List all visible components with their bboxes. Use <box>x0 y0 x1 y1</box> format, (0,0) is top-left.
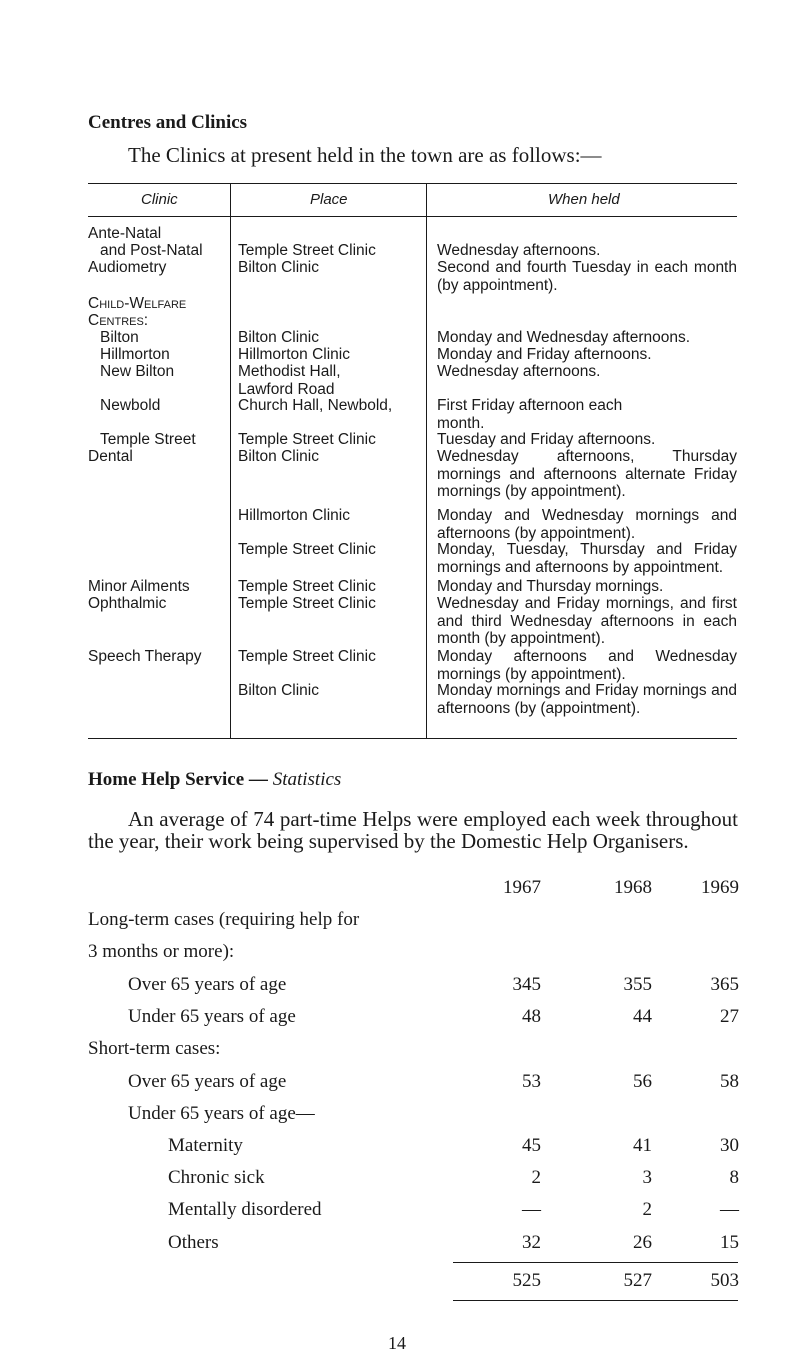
value-1969: 58 <box>720 1071 739 1092</box>
place-cell: Church Hall, Newbold, <box>238 397 393 414</box>
table-row <box>0 1135 800 1165</box>
long-term-heading-cont: 3 months or more): <box>88 941 235 962</box>
place-cell: Bilton Clinic <box>238 682 319 699</box>
home-help-heading <box>88 769 341 791</box>
clinic-cell: Bilton <box>100 329 139 346</box>
place-cell: Temple Street Clinic <box>238 541 376 558</box>
page-number: 14 <box>388 1333 406 1353</box>
value-1967: 45 <box>522 1135 541 1156</box>
row-label: Chronic sick <box>168 1167 265 1188</box>
row-label: Maternity <box>168 1135 243 1156</box>
clinic-cell: Speech Therapy <box>88 648 202 665</box>
table-row <box>0 1199 800 1229</box>
total-1969: 503 <box>710 1270 739 1291</box>
place-cell: Bilton Clinic <box>238 259 319 276</box>
table-row <box>0 1167 800 1197</box>
clinic-cell: Audiometry <box>88 259 167 276</box>
year-1969: 1969 <box>701 877 739 898</box>
value-1967: 345 <box>512 974 541 995</box>
when-cell: First Friday afternoon each month. <box>437 397 623 432</box>
total-1968: 527 <box>623 1270 652 1291</box>
under-65-heading-row <box>0 1103 800 1133</box>
place-cell: Temple Street Clinic <box>238 595 376 612</box>
long-term-heading: Long-term cases (requiring help for <box>88 909 360 930</box>
when-cell: Second and fourth Tuesday in each month (by appointment). <box>437 259 737 294</box>
place-cell: Hillmorton Clinic <box>238 507 350 524</box>
value-1968: 41 <box>633 1135 652 1156</box>
clinic-cell: New Bilton <box>100 363 175 380</box>
clinic-table <box>88 183 737 739</box>
row-label: Mentally disordered <box>168 1199 322 1220</box>
year-1968: 1968 <box>614 877 652 898</box>
when-cell: Wednesday afternoons, Thursday mornings and afternoons alternate Friday mornings (by appointment). <box>437 448 737 500</box>
place-cell: Temple Street Clinic <box>238 242 376 259</box>
home-help-paragraph-text: An average of 74 part-time Helps were employed each week throughout the year, their work being supervised by the Domestic Help Organisers. <box>88 807 738 853</box>
short-term-heading-row <box>0 1038 800 1068</box>
value-1967: 32 <box>522 1232 541 1253</box>
under-65-heading: Under 65 years of age— <box>128 1103 315 1124</box>
clinic-cell: Dental <box>88 448 133 465</box>
clinic-cell: Minor Ailments <box>88 578 190 595</box>
column-divider-1 <box>230 183 231 739</box>
clinic-cell: Hillmorton <box>100 346 170 363</box>
value-1968: 44 <box>633 1006 652 1027</box>
value-1968: 56 <box>633 1071 652 1092</box>
value-1968: 2 <box>642 1199 652 1220</box>
long-term-heading-row <box>0 909 800 939</box>
subtotal-rule <box>453 1262 738 1263</box>
long-term-heading-row <box>0 941 800 971</box>
place-cell: Methodist Hall, Lawford Road <box>238 363 341 398</box>
table-row <box>0 974 800 1004</box>
clinic-cell: Temple Street <box>100 431 196 448</box>
value-1969: 15 <box>720 1232 739 1253</box>
when-cell: Monday and Friday afternoons. <box>437 346 652 363</box>
when-cell: Monday and Thursday mornings. <box>437 578 664 595</box>
table-bottom-rule <box>88 738 737 739</box>
row-label: Under 65 years of age <box>128 1006 296 1027</box>
value-1967: — <box>522 1199 541 1220</box>
centres-intro: The Clinics at present held in the town are as follows:— <box>128 143 602 167</box>
table-row <box>0 1071 800 1101</box>
value-1969: 8 <box>729 1167 739 1188</box>
place-cell: Temple Street Clinic <box>238 431 376 448</box>
place-cell: Bilton Clinic <box>238 448 319 465</box>
header-clinic: Clinic <box>141 191 178 208</box>
short-term-heading: Short-term cases: <box>88 1038 221 1059</box>
clinic-cell: and Post-Natal <box>100 242 203 259</box>
value-1967: 53 <box>522 1071 541 1092</box>
value-1969: 30 <box>720 1135 739 1156</box>
value-1969: 365 <box>710 974 739 995</box>
clinic-cell: Newbold <box>100 397 161 414</box>
when-cell: Monday and Wednesday mornings and afternoons (by appointment). <box>437 507 737 542</box>
when-cell: Monday, Tuesday, Thursday and Friday mornings and afternoons by appointment. <box>437 541 737 576</box>
years-row <box>0 877 800 907</box>
header-when-held: When held <box>548 191 620 208</box>
centres-heading: Centres and Clinics <box>88 112 248 133</box>
total-rule <box>453 1300 738 1301</box>
place-cell: Temple Street Clinic <box>238 578 376 595</box>
place-cell: Bilton Clinic <box>238 329 319 346</box>
table-row <box>0 1232 800 1262</box>
when-cell: Tuesday and Friday afternoons. <box>437 431 656 448</box>
header-place: Place <box>310 191 348 208</box>
when-cell: Wednesday afternoons. <box>437 242 601 259</box>
row-label: Over 65 years of age <box>128 974 287 995</box>
home-help-paragraph <box>88 808 738 852</box>
clinic-cell: Centres: <box>88 312 149 329</box>
clinic-cell: Ophthalmic <box>88 595 167 612</box>
clinic-cell: Ante-Natal <box>88 225 162 242</box>
when-cell: Wednesday afternoons. <box>437 363 601 380</box>
value-1967: 2 <box>531 1167 541 1188</box>
value-1968: 355 <box>623 974 652 995</box>
table-top-rule <box>88 183 737 184</box>
clinic-cell: Child-Welfare <box>88 295 187 312</box>
when-cell: Monday afternoons and Wednesday mornings (by appointment). <box>437 648 737 683</box>
year-1967: 1967 <box>503 877 541 898</box>
column-divider-2 <box>426 183 427 739</box>
table-header-rule <box>88 216 737 217</box>
total-1967: 525 <box>512 1270 541 1291</box>
when-cell: Monday and Wednesday afternoons. <box>437 329 691 346</box>
value-1968: 26 <box>633 1232 652 1253</box>
value-1969: 27 <box>720 1006 739 1027</box>
place-cell: Temple Street Clinic <box>238 648 376 665</box>
row-label: Others <box>168 1232 219 1253</box>
value-1968: 3 <box>642 1167 652 1188</box>
row-label: Over 65 years of age <box>128 1071 287 1092</box>
when-cell: Monday mornings and Friday mornings and afternoons (by (appointment). <box>437 682 737 717</box>
value-1967: 48 <box>522 1006 541 1027</box>
when-cell: Wednesday and Friday mornings, and first and third Wednesday afternoons in each month (by appointment). <box>437 595 737 647</box>
home-help-heading-main: Home Help Service — <box>88 769 273 790</box>
totals-row <box>0 1270 800 1300</box>
place-cell: Hillmorton Clinic <box>238 346 350 363</box>
value-1969: — <box>720 1199 739 1220</box>
home-help-heading-sub: Statistics <box>272 769 342 790</box>
table-row <box>0 1006 800 1036</box>
